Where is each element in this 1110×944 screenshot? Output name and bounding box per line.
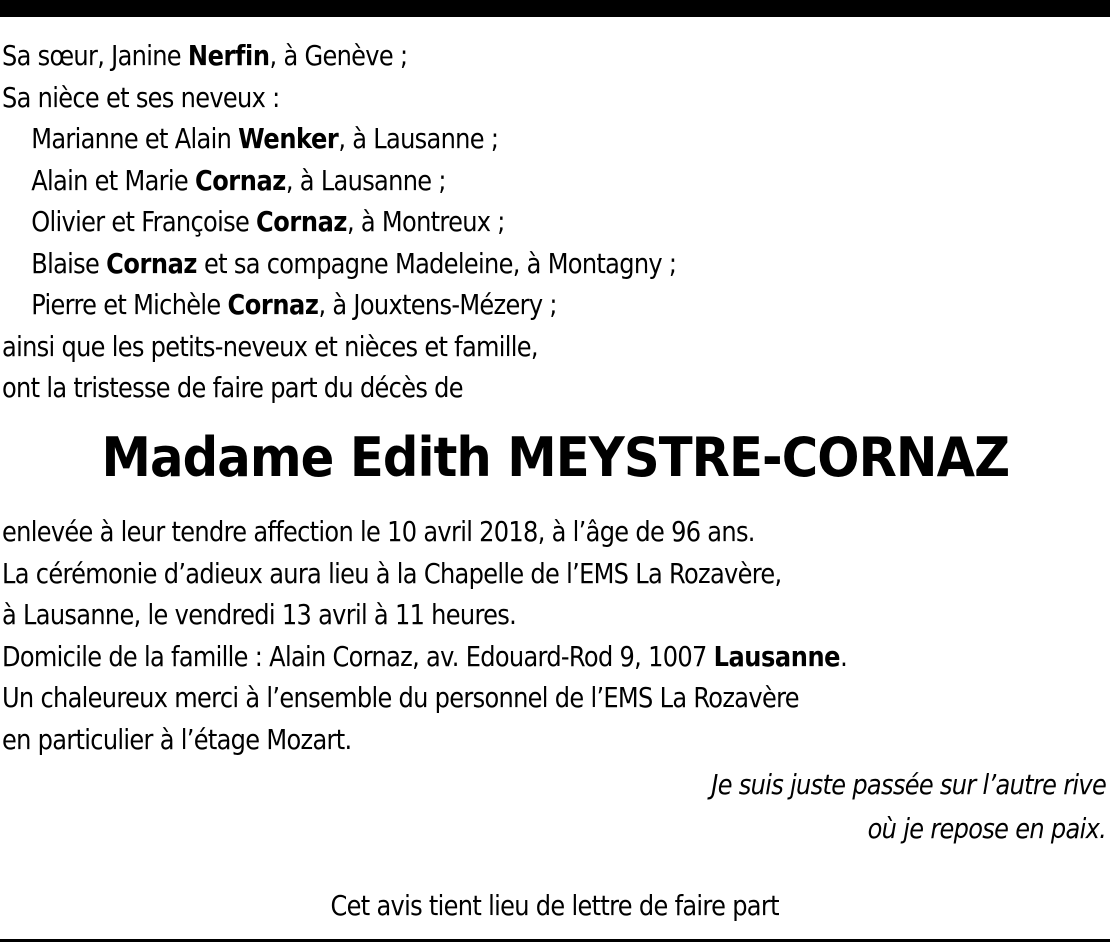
- family-line-alain-marie: [2, 160, 1108, 202]
- text: Pierre et Michèle: [31, 288, 228, 321]
- family-line-blaise: [2, 243, 1108, 285]
- quote-line-1: Je suis juste passée sur l’autre rive: [711, 768, 1106, 801]
- quote-line-2: où je repose en paix.: [867, 812, 1106, 845]
- surname: Cornaz: [256, 205, 347, 238]
- city: Lausanne: [713, 639, 841, 673]
- text: Sa sœur, Janine: [2, 39, 188, 72]
- surname: Cornaz: [227, 288, 319, 321]
- deceased-name: [0, 423, 1110, 493]
- text: Olivier et Françoise: [31, 205, 257, 238]
- detail-ceremony: La cérémonie d’adieux aura lieu à la Chapelle de l’EMS La Rozavère,: [2, 556, 782, 590]
- text: , à Jouxtens-Mézery ;: [318, 288, 557, 321]
- family-line-pierre: [2, 284, 1108, 326]
- detail-ceremony-time: à Lausanne, le vendredi 13 avril à 11 heures.: [2, 598, 517, 631]
- family-line-sister: [2, 35, 1108, 77]
- detail-death-date: enlevée à leur tendre affection le 10 avril 2018, à l’âge de 96 ans.: [2, 515, 755, 548]
- text: , à Lausanne ;: [285, 163, 446, 197]
- bottom-rule: [0, 939, 1110, 942]
- text: .: [840, 639, 848, 673]
- text: , à Montreux ;: [346, 205, 505, 238]
- text: Domicile de la famille : Alain Cornaz, av. Edouard-Rod 9, 1007: [2, 639, 714, 673]
- surname: Wenker: [238, 122, 339, 155]
- deceased-name-text: Madame Edith MEYSTRE-CORNAZ: [101, 426, 1009, 489]
- detail-thanks-floor: en particulier à l’étage Mozart.: [2, 722, 352, 756]
- family-line-extended: ainsi que les petits-neveux et nièces et famille,: [2, 329, 538, 363]
- family-line-olivier: [2, 201, 1108, 243]
- family-line-intro: Sa nièce et ses neveux :: [2, 80, 280, 114]
- family-list: [2, 35, 1108, 409]
- announcement-line: ont la tristesse de faire part du décès de: [2, 371, 463, 404]
- text: Alain et Marie: [31, 163, 195, 197]
- epitaph-quote: [711, 763, 1106, 851]
- surname: Cornaz: [194, 163, 286, 197]
- detail-thanks: Un chaleureux merci à l’ensemble du personnel de l’EMS La Rozavère: [2, 681, 799, 714]
- text: Marianne et Alain: [31, 122, 239, 155]
- surname: Cornaz: [106, 246, 198, 280]
- top-rule: [0, 0, 1110, 17]
- detail-domicile: [2, 636, 1108, 678]
- footer-note: [0, 884, 1110, 928]
- text: , à Genève ;: [269, 39, 408, 72]
- text: et sa compagne Madeleine, à Montagny ;: [197, 246, 677, 280]
- text: Blaise: [31, 246, 107, 280]
- footer-text: Cet avis tient lieu de lettre de faire part: [330, 889, 780, 922]
- details-block: [2, 511, 1108, 760]
- surname: Nerfin: [187, 39, 270, 72]
- text: , à Lausanne ;: [338, 122, 499, 155]
- family-line-wenker: [2, 118, 1108, 160]
